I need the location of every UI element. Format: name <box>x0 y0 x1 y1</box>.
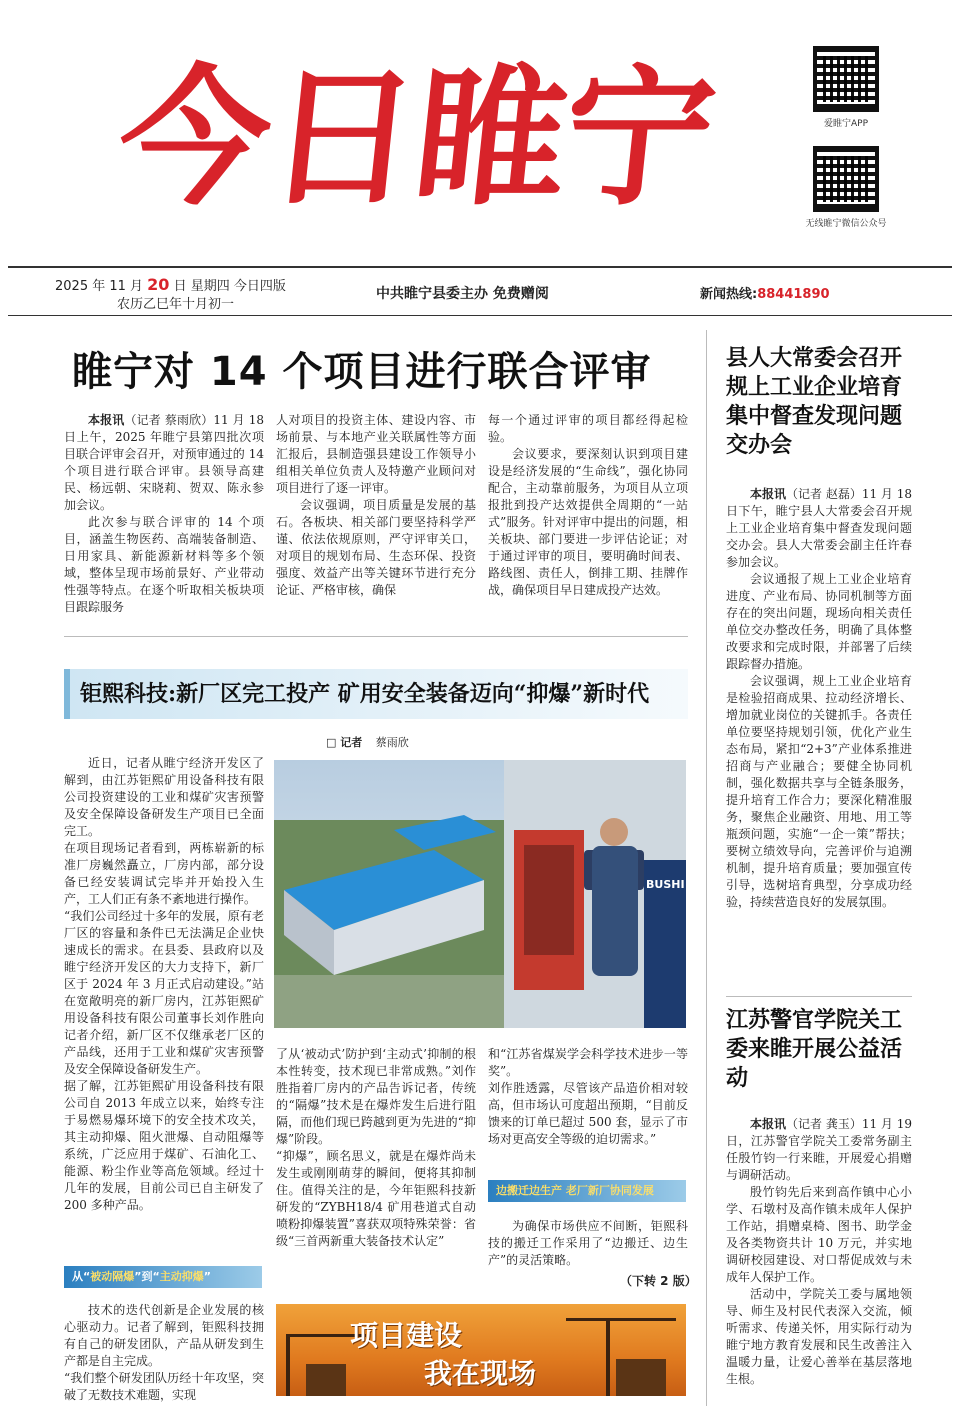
feature-after-subhead: 技术的迭代创新是企业发展的核心驱动力。记者了解到，钜熙科技拥有自己的研发团队，产品从研发到生产都是自主完成。 “我们整个研发团队历经十年攻坚，突破了无数技术难题，实现 <box>64 1303 264 1402</box>
promo-line-1: 项目建设 <box>350 1319 463 1352</box>
qr-app-block <box>813 46 879 129</box>
feature-banner <box>64 669 688 719</box>
subhead1-d: 主动抑爆 <box>159 1270 204 1283</box>
feature-subhead-2 <box>488 1180 686 1202</box>
date-day: 20 <box>147 275 170 294</box>
reporter-label: □ 记者 <box>326 736 363 749</box>
hotline <box>700 283 830 302</box>
side1-headline: 县人大常委会召开规上工业企业培育集中督查发现问题交办会 <box>726 345 903 458</box>
subhead1-c: ”到“ <box>134 1270 160 1283</box>
side2-p2: 殷竹钧先后来到高作镇中心小学、石墩村及高作镇未成年人保护工作站，捐赠桌椅、图书、助学金及各类物资共计 10 万元，并实地调研校园建设、对口帮促成效与未成年人保护工作。 <box>726 1185 912 1284</box>
side1-byline: 本报讯 <box>750 487 787 501</box>
feature-right-col: 和“江苏省煤炭学会科学技术进步一等奖”。 刘作胜透露，尽管该产品造价相对较高，但市场认可度超出预期，“目前反馈来的订单已超过 500 套，显示了市场对更高安全等级的迫切需求。” <box>488 1047 688 1146</box>
feature-left-col: 近日，记者从睢宁经济开发区了解到，由江苏钜熙矿用设备科技有限公司投资建设的工业和煤矿灾害预警及安全保障设备研发生产项目已全面完工。 在项目现场记者看到，两栋崭新的标准厂房巍然矗立，厂房内部，部分设备已经安装调试完毕并开始投入生产，工人们正有条不紊地进行操作。 “我们公司经过十多年的发展，原有老厂区的容量和条件已无法满足企业快速成长的需求。在县委、县政府以及睢宁经济开发区的大力支持下，新厂区于 2024 年 3 月正式启动建设。”站在宽敞明亮的新厂房内，江苏钜熙矿用设备科技有限公司董事长刘作胜向记者介绍，新厂区不仅继承老厂区的产品线，还用于工业和煤矿灾害预警及安全保障设备研发生产。 据了解，江苏钜熙矿用设备科技有限公司自 2013 年成立以来，始终专注于易燃易爆环境下的安全技术攻关，其主动抑爆、阻火泄爆、自动阻爆等系统，广泛应用于煤矿、石油化工、能源、粉尘作业等高危领域。经过十几年的发展，目前公司已自主研发了 200 多种产品。 <box>64 756 264 1212</box>
photo-sign-text: BUSHI <box>646 878 685 891</box>
side1-body <box>726 486 912 988</box>
side1-p2: 会议通报了规上工业企业培育进度、产业布局、协同机制等方面存在的突出问题，现场向相关责任单位交办整改任务，明确了具体整改要求和完成时限，并部署了后续跟踪督办措施。 <box>726 572 912 671</box>
qr-wechat-block <box>805 146 893 229</box>
qr-app-label: 爱睢宁APP <box>823 119 868 129</box>
side1-p1: （记者 赵磊）11 月 18 日下午，睢宁县人大常委会召开规上工业企业培育集中督查发现问题交办会。县人大常委会副主任许春参加会议。 <box>726 487 912 569</box>
promo-banner <box>276 1304 686 1396</box>
lead-col-2 <box>276 412 476 620</box>
publisher: 中共睢宁县委主办 免费赠阅 <box>376 286 549 302</box>
lead-divider <box>64 636 688 637</box>
qr-code-icon <box>813 146 879 212</box>
feature-reporter <box>326 734 409 750</box>
subhead2-text: 边搬迁边生产 老厂新厂协同发展 <box>496 1184 654 1197</box>
subhead1-b: 被动隔爆 <box>90 1270 135 1283</box>
side1-p3: 会议强调，规上工业企业培育是检验招商成果、拉动经济增长、增加就业岗位的关键抓手。各责任单位要坚持规划引领，优化产业生态布局，紧扣“2+3”产业体系推进招商与产业融合；要健全协同机制，强化数据共享与全链条服务，提升培育工作合力；要深化精准服务，聚焦企业融资、用地、用工等瓶颈问题，实施“一企一策”帮扶；要树立绩效导向，完善评价与追溯机制，提升培育质量；要加强宣传引导，选树培育典型，分享成功经验，持续营造良好的发展氛围。 <box>726 674 912 909</box>
continued-note: （下转 2 版） <box>620 1274 697 1288</box>
lead-col3-p2: 会议要求，要深刻认识到项目建设是经济发展的“生命线”，强化协同配合，主动靠前服务，为项目从立项报批到投产达效提供全周期的“一站式”服务。针对评审中提出的问题，相关板块、部门要进一步评估论证；对于通过评审的项目，要明确时间表、路线图、责任人，倒排工期、挂牌作战，确保项目早日建成投产达效。 <box>488 447 688 597</box>
lead-headline: 睢宁对 14 个项目进行联合评审 <box>72 349 652 395</box>
qr-code-icon <box>813 46 879 112</box>
hotline-label: 新闻热线: <box>700 287 758 302</box>
feature-subhead-1 <box>64 1266 262 1288</box>
column-divider <box>706 330 707 1406</box>
top-rule <box>8 266 952 268</box>
side-divider <box>726 996 912 997</box>
lead-col3-p1: 每一个通过评审的项目都经得起检验。 <box>488 413 688 444</box>
lead-col-3 <box>488 412 688 620</box>
side2-p3: 活动中，学院关工委与属地领导、师生及村民代表深入交流，倾听需求、传递关怀，用实际行动为睢宁地方教育发展和民生改善注入温暖力量，让爱心善举在基层落地生根。 <box>726 1287 912 1386</box>
lead-col-1 <box>64 412 264 620</box>
reporter-name: 蔡雨欣 <box>375 736 409 749</box>
subhead1-e: ” <box>203 1270 211 1283</box>
date-prefix: 2025 年 11 月 <box>55 279 144 294</box>
feature-photo <box>274 760 686 1028</box>
masthead-title: 今日睢宁 <box>110 50 722 226</box>
qr-wechat-label: 无线睢宁微信公众号 <box>805 219 887 229</box>
date-suffix: 日 星期四 今日四版 <box>173 279 286 294</box>
lead-col1-p2: 此次参与联合评审的 14 个项目，涵盖生物医药、高端装备制造、日用家具、新能源新材料等多个领域，整体呈现市场前景好、产业带动性强等特点。在逐个听取相关板块项目跟踪服务 <box>64 515 264 614</box>
side2-body <box>726 1116 912 1408</box>
hotline-number: 88441890 <box>757 287 830 302</box>
lunar-date: 农历乙巳年十月初一 <box>117 297 235 312</box>
masthead-logo <box>110 38 760 238</box>
lead-col2-p1: 人对项目的投资主体、建设内容、市场前景、与本地产业关联属性等方面汇报后，县制造强县建设工作领导小组相关单位负责人及特邀产业顾问对项目进行了逐一评审。 <box>276 413 476 495</box>
side2-headline: 江苏警官学院关工委来睢开展公益活动 <box>726 1007 903 1091</box>
side2-p1: （记者 龚玉）11 月 19 日，江苏警官学院关工委常务副主任殷竹钧一行来睢，开展爱心捐赠与调研活动。 <box>726 1117 912 1182</box>
side2-byline: 本报讯 <box>750 1117 787 1131</box>
feature-after-subhead-2: 为确保市场供应不间断，钜熙科技的搬迁工作采用了“边搬迁、边生产”的灵活策略。 <box>488 1219 688 1267</box>
lead-byline: 本报讯 <box>88 413 125 427</box>
feature-mid-col: 了从‘被动式’防护到‘主动式’抑制的根本性转变，技术现已非常成熟。”刘作胜指着厂房内的产品告诉记者，传统的“隔爆”技术是在爆炸发生后进行阻隔，而他们现已跨越到更为先进的“抑爆”阶段。 “抑爆”，顾名思义，就是在爆炸尚未发生或刚刚萌芽的瞬间，便将其抑制住。值得关注的是，今年钜熙科技新研发的“ZYBH18/4 矿用巷道式自动喷粉抑爆装置”喜获双项特殊荣誉：省级“三首两新重大装备技术认定” <box>276 1047 476 1248</box>
info-rule <box>8 315 952 316</box>
factory-photo-illustration <box>274 760 686 1028</box>
lead-col1-p1: （记者 蔡雨欣）11 月 18 日上午，2025 年睢宁县第四批次项目联合评审会召开，对预审通过的 14 个项目进行联合评审。县领导高建民、杨远朝、宋晓莉、贺双、陈永参加会议。 <box>64 413 264 512</box>
promo-line-2: 我在现场 <box>424 1357 537 1390</box>
subhead1-a: 从“ <box>72 1270 91 1283</box>
lead-col2-p2: 会议强调，项目质量是发展的基石。各板块、相关部门要坚持科学严谨、依法依规原则，严守评审关口，对项目的规划布局、生态环保、投资强度、效益产出等关键环节进行充分论证、严格审核，确保 <box>276 498 476 597</box>
issue-date <box>55 275 286 294</box>
feature-headline: 钜熙科技:新厂区完工投产 矿用安全装备迈向“抑爆”新时代 <box>80 681 650 707</box>
